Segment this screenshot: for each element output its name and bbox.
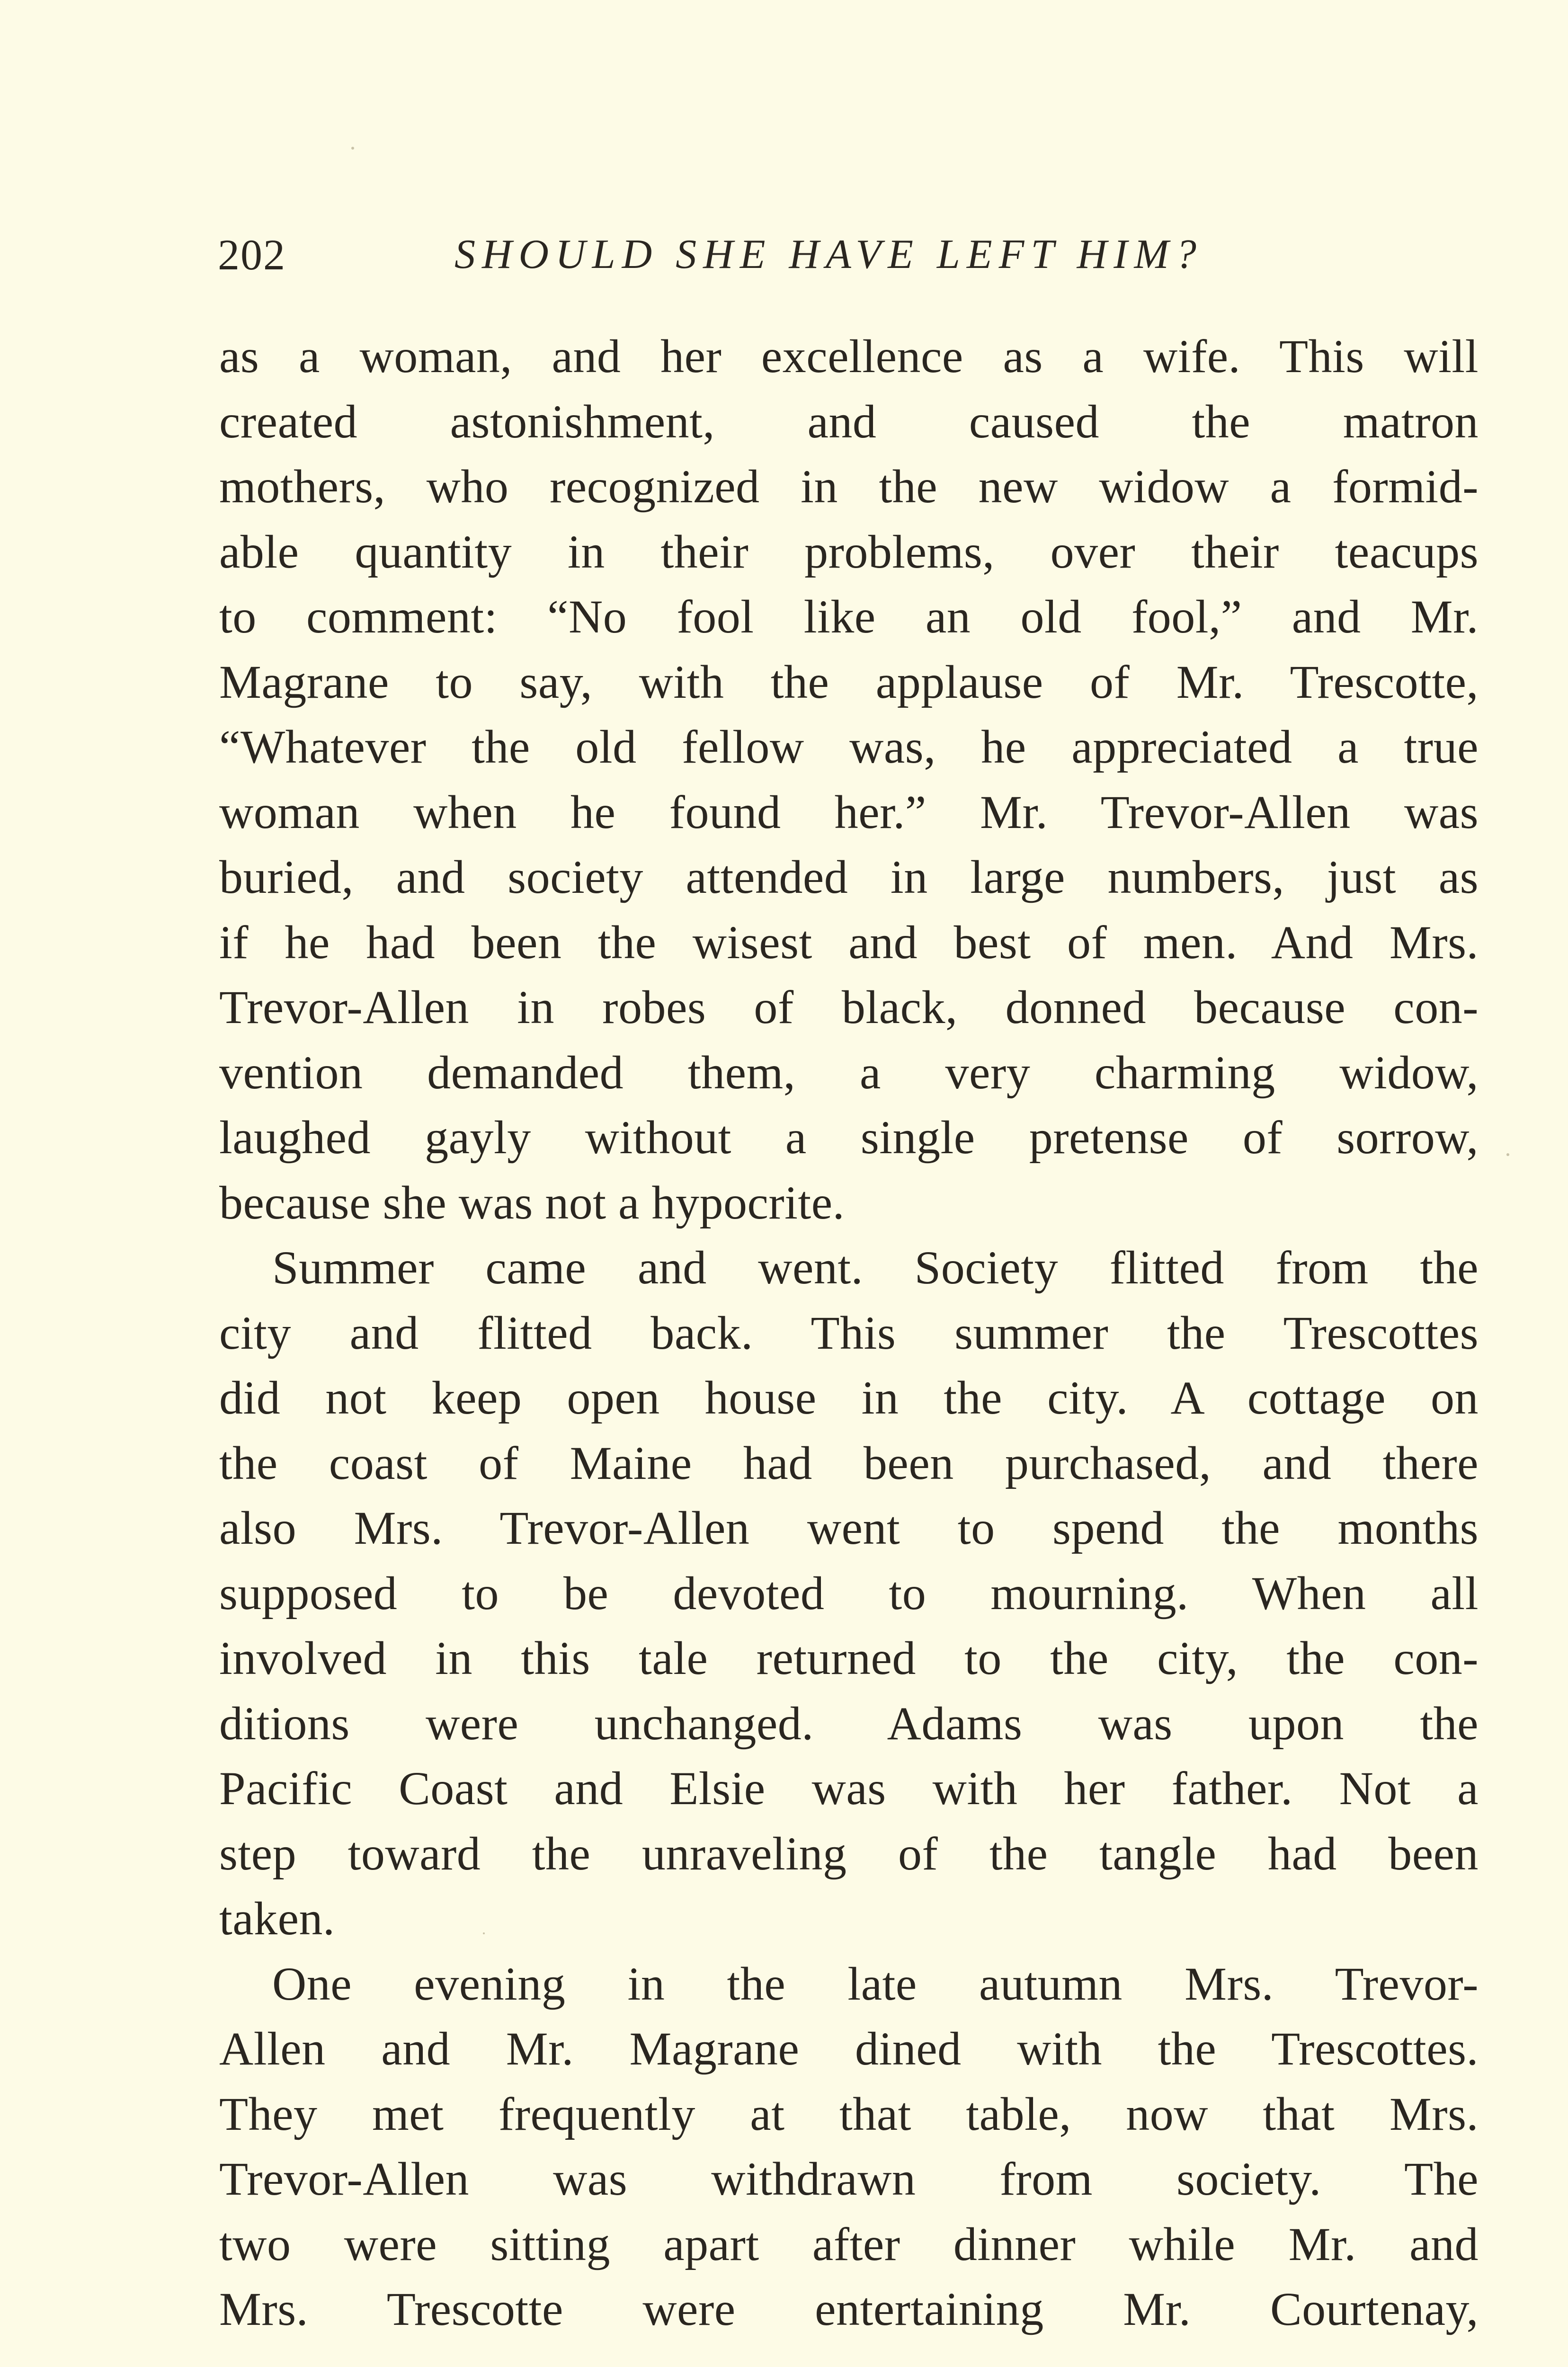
text-line: woman when he found her.” Mr. Trevor-Allen was [219,785,1479,838]
text-line: able quantity in their problems, over their teacups [219,525,1479,578]
text-line: because she was not a hypocrite. [219,1176,845,1229]
paper-speck [1506,1153,1509,1156]
text-line: Pacific Coast and Elsie was with her father. Not a [219,1762,1479,1815]
text-line: supposed to be devoted to mourning. When all [219,1566,1479,1620]
text-line: city and flitted back. This summer the Trescottes [219,1306,1479,1359]
paper-speck [351,147,354,150]
text-line: step toward the unraveling of the tangle had been [219,1827,1479,1880]
page-number: 202 [218,231,286,279]
text-line: also Mrs. Trevor-Allen went to spend the months [219,1502,1479,1554]
text-line: “Whatever the old fellow was, he appreciated a true [219,721,1479,773]
text-line: buried, and society attended in large numbers, just as [219,851,1479,903]
text-line: vention demanded them, a very charming widow, [219,1046,1479,1099]
text-line: the coast of Maine had been purchased, and there [219,1436,1479,1489]
text-line: taken. [219,1892,335,1945]
text-line: Mrs. Trescotte were entertaining Mr. Courtenay, [219,2283,1479,2335]
text-line: to comment: “No fool like an old fool,” and Mr. [219,590,1479,643]
paragraph-first-line: Summer came and went. Society flitted from the [272,1241,1479,1294]
text-line: involved in this tale returned to the city, the con- [219,1632,1479,1684]
text-line: as a woman, and her excellence as a wife. This will [219,330,1479,383]
text-line: Trevor-Allen in robes of black, donned because con- [219,981,1479,1033]
text-line: two were sitting apart after dinner while Mr. and [219,2217,1479,2270]
text-line: did not keep open house in the city. A cottage on [219,1371,1479,1424]
running-head: SHOULD SHE HAVE LEFT HIM? [454,231,1203,277]
paper-speck [483,1932,485,1934]
text-line: ditions were unchanged. Adams was upon the [219,1697,1479,1750]
text-line: Trevor-Allen was withdrawn from society. The [219,2153,1479,2205]
text-line: They met frequently at that table, now that Mrs. [219,2087,1479,2140]
body-text [219,324,1479,2342]
paragraph-first-line: One evening in the late autumn Mrs. Trevor- [272,1957,1479,2010]
text-line: Allen and Mr. Magrane dined with the Trescottes. [219,2022,1479,2075]
text-line: created astonishment, and caused the matron [219,395,1479,448]
text-line: laughed gayly without a single pretense of sorrow, [219,1111,1479,1164]
text-line: if he had been the wisest and best of men. And Mrs. [219,916,1479,969]
text-line: Magrane to say, with the applause of Mr. Trescotte, [219,655,1479,708]
text-line: mothers, who recognized in the new widow a formid- [219,460,1479,513]
page-header [218,226,1482,283]
